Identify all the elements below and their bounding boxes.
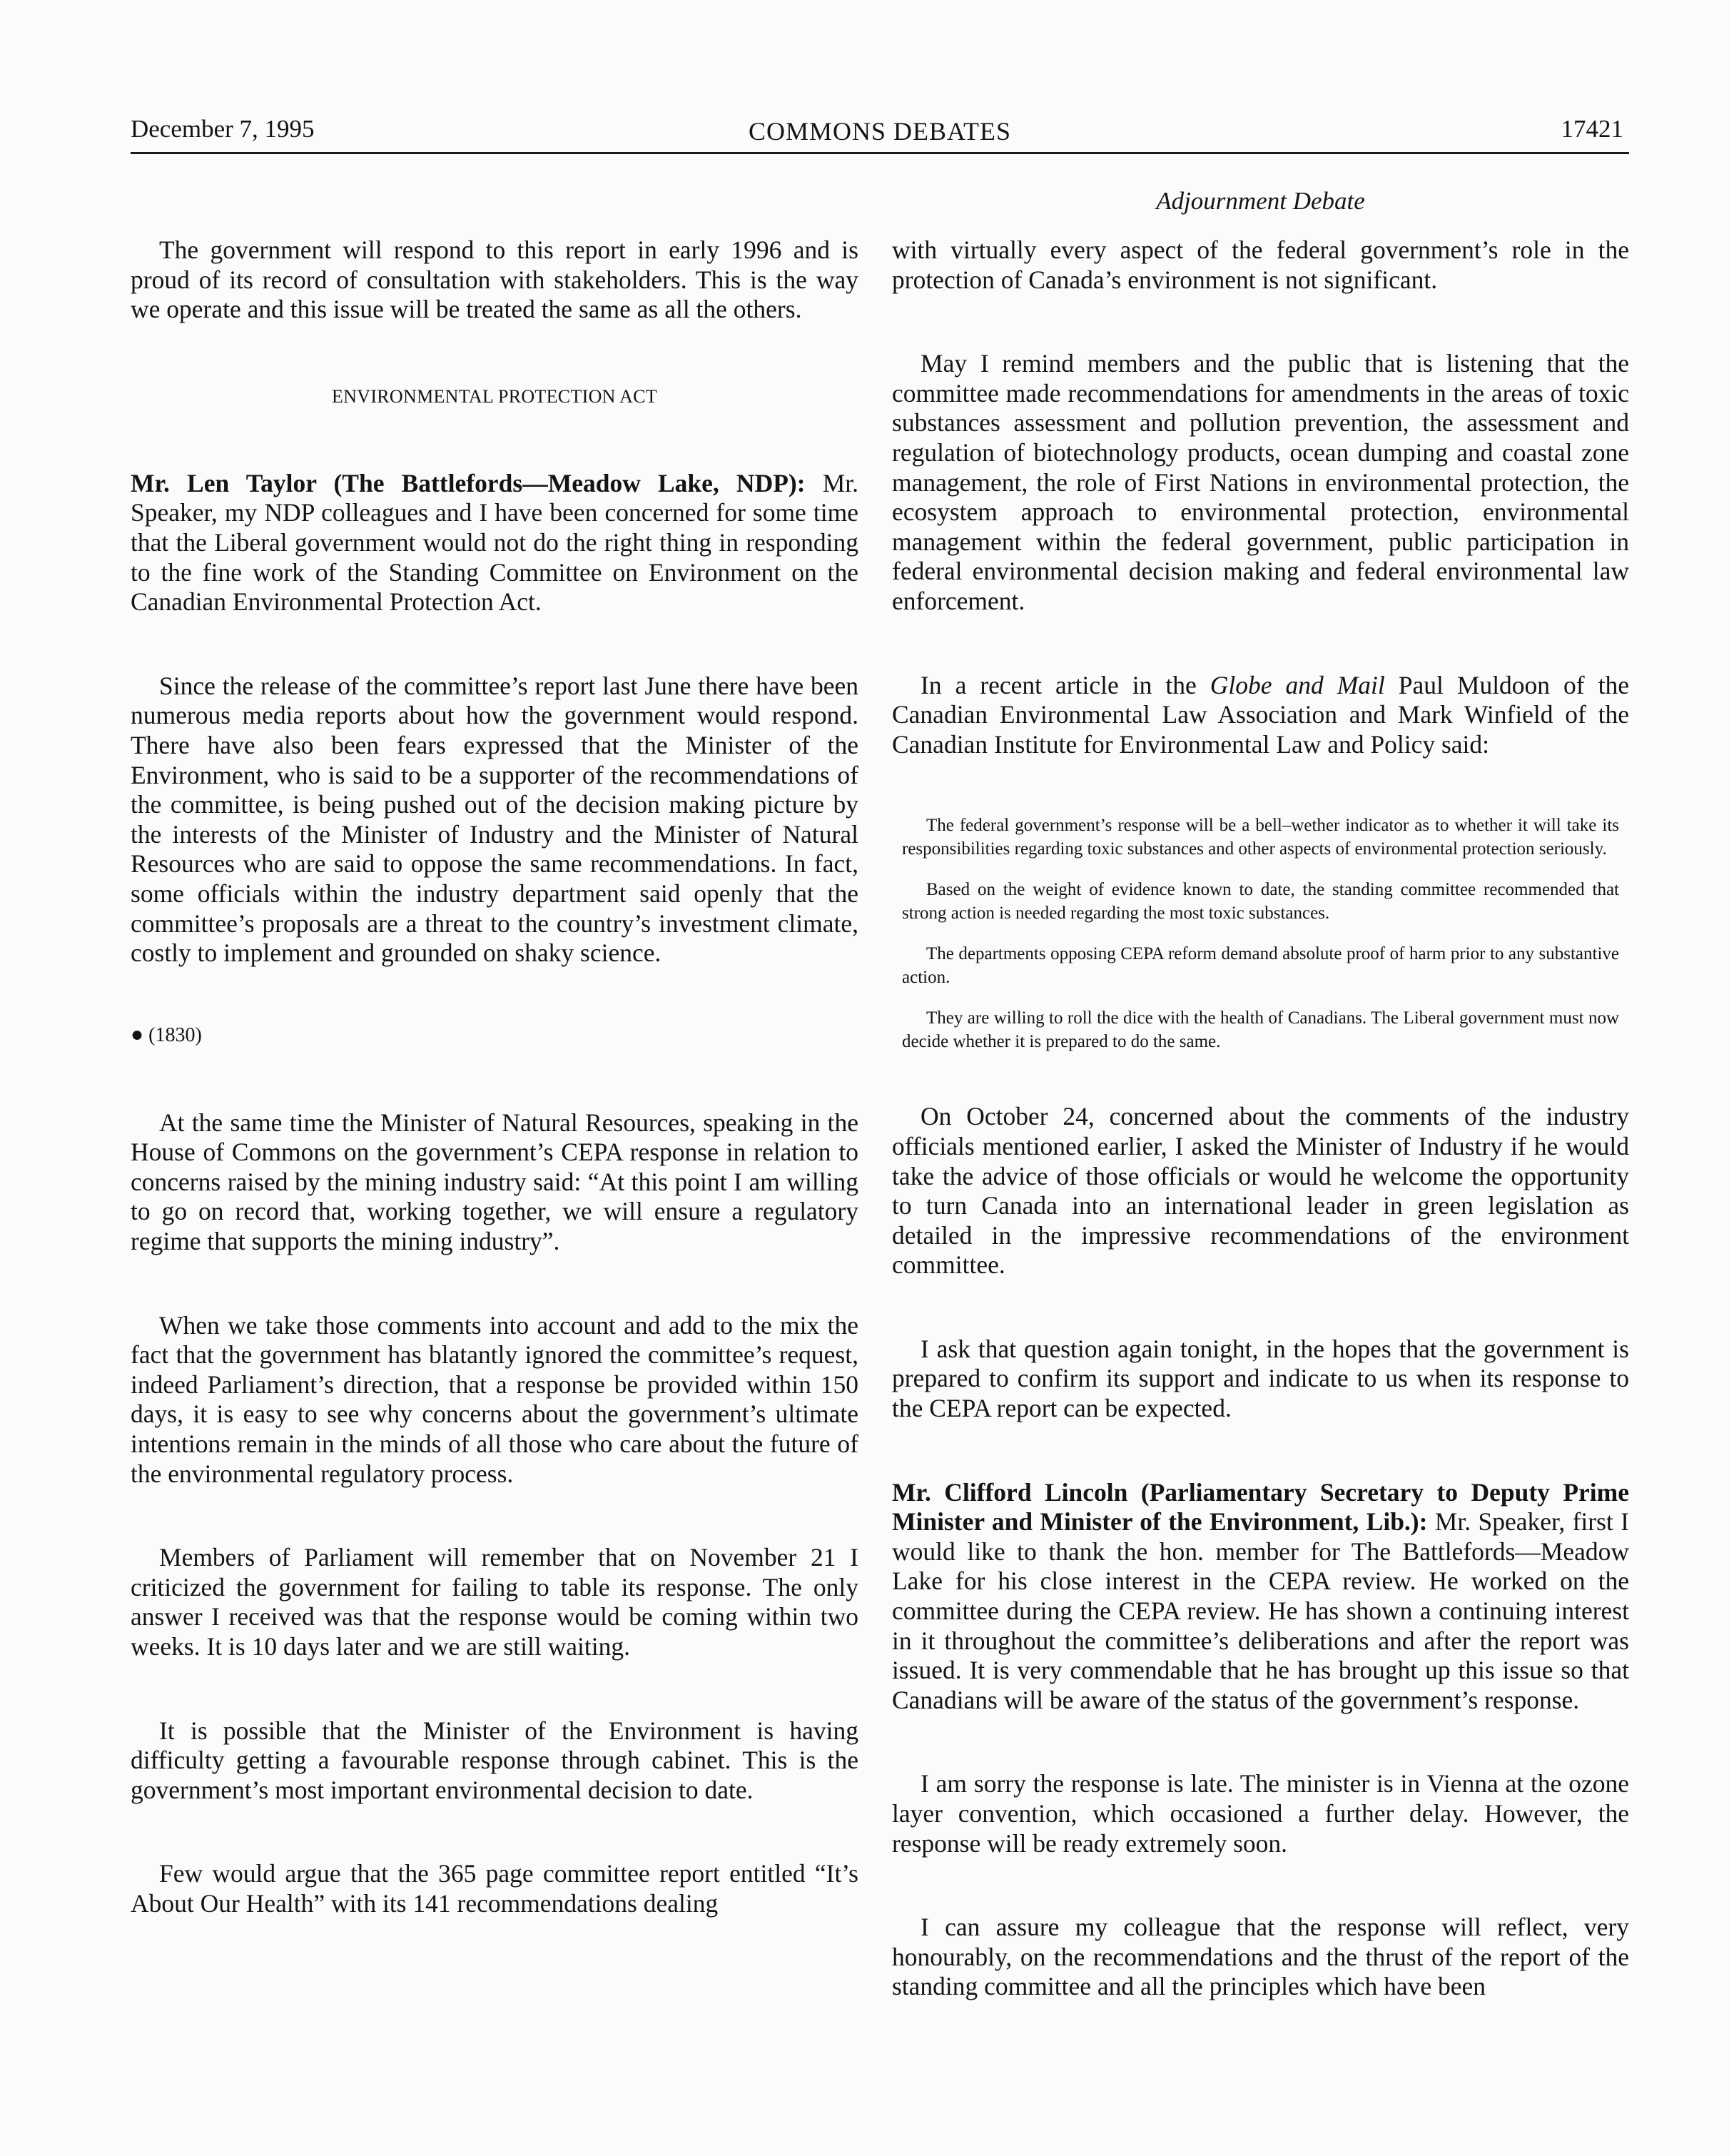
block-quote: They are willing to roll the dice with the health of Canadians. The Liberal government must now decide whether it is prepared to do the same. — [902, 1008, 1619, 1052]
paragraph: It is possible that the Minister of the Environment is having difficulty getting a favourable response through cabinet. This is the government’s most important environmental decision to date. — [131, 1716, 858, 1804]
paragraph: At the same time the Minister of Natural Resources, speaking in the House of Commons on the government’s CEPA response in relation to concerns raised by the mining industry said: “At this point I am willing to go on record that, working together, we will ensure a regulatory regime that supports the mining industry”. — [131, 1108, 858, 1256]
text-span: Paul Muldoon of the Canadian Environmental Law Association and Mark Winfield of the Canadian Institute for Environmental Law and Policy said: — [892, 670, 1629, 759]
right-column — [892, 236, 1629, 2056]
page-header — [131, 111, 1629, 154]
page-number: 17421 — [1561, 115, 1623, 143]
header-date: December 7, 1995 — [131, 115, 315, 143]
bullet-icon: ● — [131, 1022, 144, 1046]
block-quote: Based on the weight of evidence known to date, the standing committee recommended that strong action is needed regarding the most toxic substances. — [902, 880, 1619, 923]
speaker-name: Mr. Len Taylor (The Battlefords—Meadow Lake, NDP): — [131, 468, 806, 497]
paragraph: Members of Parliament will remember that on November 21 I criticized the government for failing to table its response. The only answer I received was that the response would be coming within two weeks. It is 10 days later and we are still waiting. — [131, 1543, 858, 1661]
paragraph: When we take those comments into account and add to the mix the fact that the government has blatantly ignored the committee’s request, indeed Parliament’s direction, that a response be provided within 150 days, it is easy to see why concerns about the government’s ultimate intentions remain in the minds of all those who care about the future of the environmental regulatory process. — [131, 1310, 858, 1488]
speech-text: Mr. Speaker, first I would like to thank the hon. member for The Battlefords—Meadow Lake for his close interest in the CEPA review. He worked on the committee during the CEPA review. He has shown a continuing interest in it throughout the committee’s deliberations and after the report was issued. It is very commendable that he has brought up this issue so that Canadians will be aware of the status of the government’s response. — [892, 1507, 1629, 1714]
speech-paragraph — [131, 469, 858, 617]
paragraph: The government will respond to this report in early 1996 and is proud of its record of consultation with stakeholders. This is the way we operate and this issue will be treated the same as all the others. — [131, 236, 858, 324]
publication-name: Globe and Mail — [1210, 670, 1385, 699]
running-head: Adjournment Debate — [1156, 187, 1365, 215]
timestamp-text: (1830) — [148, 1023, 202, 1046]
paragraph: with virtually every aspect of the federal government’s role in the protection of Canada’s environment is not significant. — [892, 236, 1629, 294]
paragraph: On October 24, concerned about the comments of the industry officials mentioned earlier, I asked the Minister of Industry if he would take the advice of those officials or would he welcome the opportunity to turn Canada into an international leader in green legislation as detailed in the impressive recommendations of the environment committee. — [892, 1102, 1629, 1280]
paragraph: I am sorry the response is late. The minister is in Vienna at the ozone layer convention, which occasioned a further delay. However, the response will be ready extremely soon. — [892, 1769, 1629, 1858]
timestamp — [131, 1023, 858, 1047]
paragraph: I ask that question again tonight, in the hopes that the government is prepared to confirm its support and indicate to us when its response to the CEPA report can be expected. — [892, 1334, 1629, 1423]
paragraph: I can assure my colleague that the response will reflect, very honourably, on the recommendations and the thrust of the report of the standing committee and all the principles which have been — [892, 1913, 1629, 2001]
speech-paragraph — [892, 1478, 1629, 1716]
paragraph — [892, 671, 1629, 760]
speech-text: Mr. Speaker, my NDP colleagues and I have been concerned for some time that the Liberal government would not do the right thing in responding to the fine work of the Standing Committee on Environment on the Canadian Environmental Protection Act. — [131, 468, 858, 617]
block-quote: The departments opposing CEPA reform demand absolute proof of harm prior to any substantive action. — [902, 944, 1619, 988]
paragraph: May I remind members and the public that is listening that the committee made recommendations for amendments in the areas of toxic substances assessment and pollution prevention, the assessment and regulation of biotechnology products, ocean dumping and coastal zone management, the role of First Nations in environmental protection, the ecosystem approach to environmental protection, environmental management within the federal government, public participation in federal environmental decision making and federal environmental law enforcement. — [892, 349, 1629, 615]
paragraph: Few would argue that the 365 page committee report entitled “It’s About Our Health” with its 141 recommendations dealing — [131, 1859, 858, 1918]
left-column — [131, 236, 858, 1973]
speaker-name: Mr. Clifford Lincoln (Parliamentary Secretary to Deputy Prime Minister and Minister of the Environment, Lib.): — [892, 1477, 1629, 1537]
paragraph: Since the release of the committee’s report last June there have been numerous media reports about how the government would respond. There have also been fears expressed that the Minister of the Environment, who is said to be a supporter of the recommendations of the committee, is being pushed out of the decision making picture by the interests of the Minister of Industry and the Minister of Natural Resources who are said to oppose the same recommendations. In fact, some officials within the industry department said openly that the committee’s proposals are a threat to the country’s investment climate, costly to implement and grounded on shaky science. — [131, 671, 858, 968]
section-heading: ENVIRONMENTAL PROTECTION ACT — [332, 385, 657, 407]
publication-title: COMMONS DEBATES — [748, 117, 1012, 146]
text-span: In a recent article in the — [921, 670, 1210, 699]
block-quote: The federal government’s response will be a bell–wether indicator as to whether it will take its responsibilities regarding toxic substances and other aspects of environmental protection seriously. — [902, 816, 1619, 859]
